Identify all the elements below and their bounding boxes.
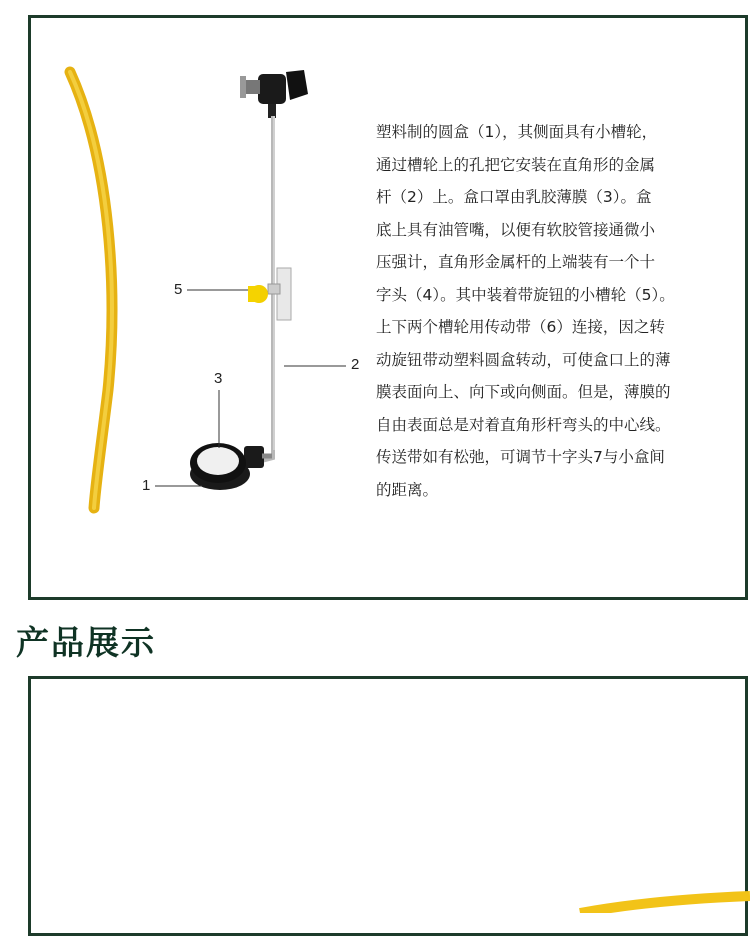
section-title: 产品展示 [16, 623, 156, 662]
knob-5 [248, 285, 268, 303]
round-box [190, 443, 250, 490]
description-line: 压强计，直角形金属杆的上端装有一个十 [376, 253, 656, 271]
product-description [376, 116, 736, 506]
description-line: 底上具有油管嘴，以便有软胶管接通微小 [376, 220, 656, 239]
description-line: 通过槽轮上的孔把它安装在直角形的金属 [376, 155, 656, 174]
description-line: 的距离。 [376, 480, 439, 499]
description-line: 上下两个槽轮用传动带（6）连接，因之转 [376, 318, 665, 336]
description-line: 杆（2）上。盒口罩由乳胶薄膜（3）。盒 [376, 188, 652, 206]
callout-5: 5 [174, 281, 183, 298]
description-line: 字头（4）。其中装着带旋钮的小槽轮（5）。 [376, 285, 675, 304]
callout-1: 1 [142, 477, 151, 494]
description-line: 传送带如有松弛，可调节十字头7与小盒间 [376, 448, 665, 466]
callout-2: 2 [351, 356, 360, 373]
description-line: 自由表面总是对着直角形杆弯头的中心线。 [376, 415, 671, 434]
description-line: 塑料制的圆盒（1），其侧面具有小槽轮， [376, 123, 658, 141]
description-line: 动旋钮带动塑料圆盒转动，可使盒口上的薄 [376, 350, 671, 369]
tube-glimpse [560, 880, 750, 913]
latex-membrane [197, 447, 239, 475]
cross-head [240, 70, 308, 118]
callout-3: 3 [214, 370, 223, 387]
description-line: 膜表面向上、向下或向侧面。但是，薄膜的 [376, 383, 671, 401]
